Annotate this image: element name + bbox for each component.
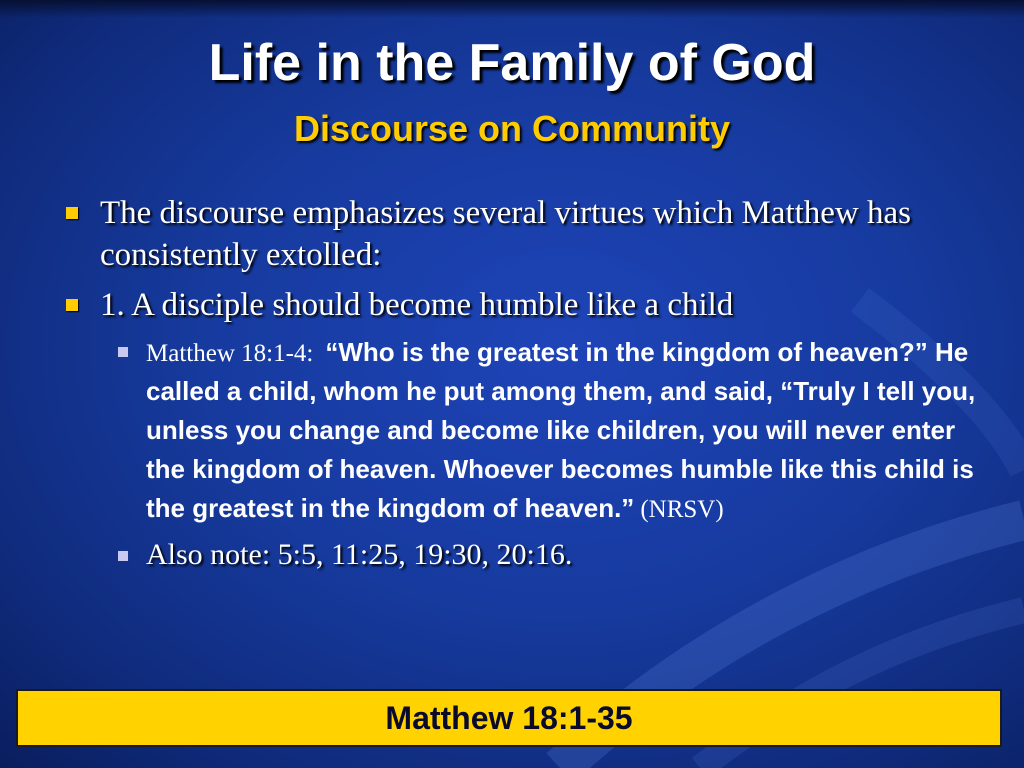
scripture-reference: Matthew 18:1-4: bbox=[146, 340, 314, 367]
footer-banner bbox=[16, 689, 1002, 747]
footer-text: Matthew 18:1-35 bbox=[385, 699, 633, 736]
bullet-text: 1. A disciple should become humble like a child bbox=[100, 287, 734, 323]
bullet-list bbox=[60, 192, 980, 581]
square-bullet-icon bbox=[118, 551, 128, 561]
sub-bullet-item bbox=[116, 334, 980, 529]
slide-subtitle: Discourse on Community bbox=[293, 108, 731, 149]
note-text: Also note: 5:5, 11:25, 19:30, 20:16. bbox=[146, 538, 573, 571]
slide-title: Life in the Family of God bbox=[208, 34, 816, 92]
sub-bullet-item bbox=[116, 535, 980, 575]
bullet-text: The discourse emphasizes several virtues which Matthew has consistently extolled: bbox=[100, 195, 911, 273]
scripture-quote: “Who is the greatest in the kingdom of heaven?” He called a child, whom he put among them, and said, “Truly I tell you, unless you change and become like children, you will never enter the kingdom of heaven. Whoever becomes humble like this child is the greatest in the kingdom of heaven.” bbox=[146, 337, 976, 523]
bullet-item bbox=[60, 192, 980, 276]
bullet-item bbox=[60, 284, 980, 326]
translation-label: (NRSV) bbox=[640, 496, 724, 523]
square-bullet-icon bbox=[66, 207, 78, 219]
top-shadow-band bbox=[0, 0, 1024, 18]
square-bullet-icon bbox=[66, 299, 78, 311]
square-bullet-icon bbox=[118, 347, 128, 357]
